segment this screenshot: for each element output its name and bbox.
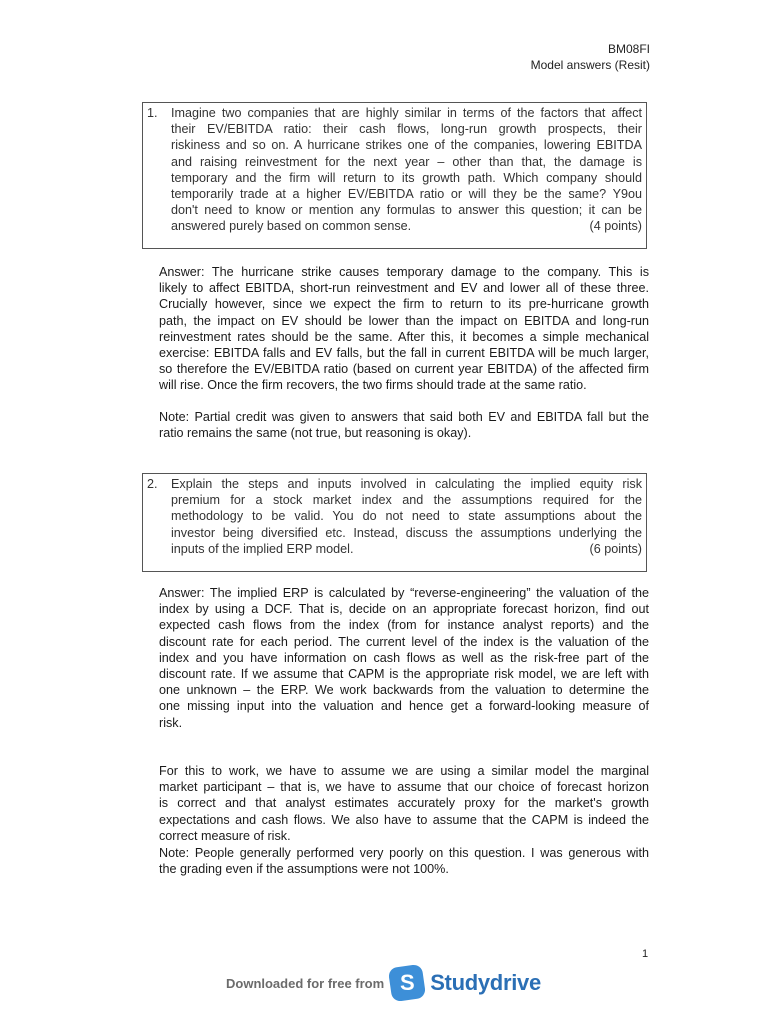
answer-1-line: Crucially however, since we expect the firm to return to its pre-hurricane growth: [159, 297, 649, 312]
question-2-points: (6 points): [589, 541, 642, 556]
question-1-last-line: [171, 218, 642, 234]
assumptions-line: correct measure of risk.: [159, 828, 291, 843]
question-2-box: [142, 473, 647, 572]
answer-2-line: risk.: [159, 715, 183, 730]
question-1-points: (4 points): [589, 219, 642, 234]
question-1-box: [142, 102, 647, 249]
answer-1-line: will rise. Once the firm recovers, the two firms should trade at the same ratio.: [159, 378, 587, 393]
document-code: BM08FI: [607, 42, 650, 56]
answer-2: [159, 585, 649, 731]
answer-2-line: discount rate. If we assume that CAPM is the appropriate risk model, we are left with: [159, 667, 649, 682]
answer-1-line: path, the impact on EV should be lower than the impact on EBITDA and long-run: [159, 313, 649, 328]
page-number: 1: [642, 948, 649, 960]
document-subtitle: Model answers (Resit): [530, 58, 650, 72]
note-1-line: Note: Partial credit was given to answers that said both EV and EBITDA fall but the: [159, 410, 649, 424]
question-1-line: Imagine two companies that are highly similar in terms of the factors that affect: [171, 106, 642, 120]
assumptions-line: is correct and that analyst estimates accurately proxy for the market's growth: [159, 796, 649, 811]
note-1-line: ratio remains the same (not true, but reasoning is okay).: [159, 426, 472, 441]
note-2-line: Note: People generally performed very poorly on this question. I was generous with: [159, 846, 649, 860]
answer-2-line: Answer: The implied ERP is calculated by “reverse-engineering” the valuation of the: [159, 586, 649, 600]
answer-1-line: likely to affect EBITDA, short-run reinvestment and EV and lower all of these three.: [159, 281, 649, 296]
studydrive-logo-icon: S: [388, 964, 426, 1002]
question-1-number: 1.: [147, 106, 158, 120]
question-1-line: don't need to know or mention any formulas to answer this question; it can be: [171, 203, 642, 218]
question-1-line: temporarily trade at a higher EV/EBITDA ratio or will they be the same? Y9ou: [171, 187, 642, 202]
answer-2-line: one unknown – the ERP. We work backwards from the valuation to determine the: [159, 683, 649, 698]
question-2-line: investor being diversified etc. Instead, discuss the assumptions underlying the: [171, 525, 642, 540]
answer-1-line: Answer: The hurricane strike causes temporary damage to the company. This is: [159, 265, 649, 279]
question-2-line: methodology to be valid. You do not need to state assumptions about the: [171, 509, 642, 524]
question-1-line: riskiness and so on. A hurricane strikes one of the companies, lowering EBITDA: [171, 138, 642, 153]
answer-2-line: index and you have information on cash flows as well as the risk-free part of the: [159, 650, 649, 665]
assumptions-line: market participant – that is, we have to assume that our choice of forecast horizon: [159, 780, 649, 795]
note-2: [159, 845, 649, 877]
question-1-text: [171, 105, 642, 235]
question-1-line: and raising reinvestment for the next year – other than that, the damage is: [171, 154, 642, 169]
answer-1-line: so therefore the EV/EBITDA ratio (based on current year EBITDA) of the affected firm: [159, 362, 649, 377]
studydrive-footer-link[interactable]: [226, 962, 541, 1004]
question-2-line: inputs of the implied ERP model.: [171, 541, 354, 556]
note-1: [159, 409, 649, 441]
answer-1-line: reinvestment rates should be the same. After this, it becomes a simple mechanical: [159, 329, 649, 344]
answer-2-line: one missing input into the valuation and hence get a forward-looking measure of: [159, 699, 649, 714]
note-2-line: the grading even if the assumptions were not 100%.: [159, 862, 449, 877]
question-1-line: answered purely based on common sense.: [171, 219, 412, 234]
question-2-last-line: [171, 541, 642, 557]
answer-2-line: expected cash flows from the index (from for instance analyst reports) and the: [159, 618, 649, 633]
answer-2-line: discount rate for each period. The current level of the index is the valuation of the: [159, 634, 649, 649]
assumptions-line: expectations and cash flows. We also have to assume that the CAPM is indeed the: [159, 812, 649, 827]
answer-1: [159, 264, 649, 394]
question-1-line: temporary and the firm will return to its growth path. Which company should: [171, 170, 642, 185]
question-2-number: 2.: [147, 477, 158, 491]
assumptions-line: For this to work, we have to assume we are using a similar model the marginal: [159, 764, 649, 778]
question-2-text: [171, 476, 642, 557]
question-1-line: their EV/EBITDA ratio: their cash flows, long-run growth prospects, their: [171, 122, 642, 137]
answer-2-line: index by using a DCF. That is, decide on an appropriate forecast horizon, find out: [159, 602, 649, 617]
question-2-line: Explain the steps and inputs involved in calculating the implied equity risk: [171, 477, 642, 491]
studydrive-brand-name: Studydrive: [430, 970, 541, 995]
answer-1-line: exercise: EBITDA falls and EV falls, but the fall in current EBITDA will be much larger,: [159, 346, 649, 361]
downloaded-from-text: Downloaded for free from: [226, 975, 385, 991]
question-2-line: premium for a stock market index and the assumptions required for the: [171, 493, 642, 508]
answer-2-assumptions: [159, 763, 649, 844]
